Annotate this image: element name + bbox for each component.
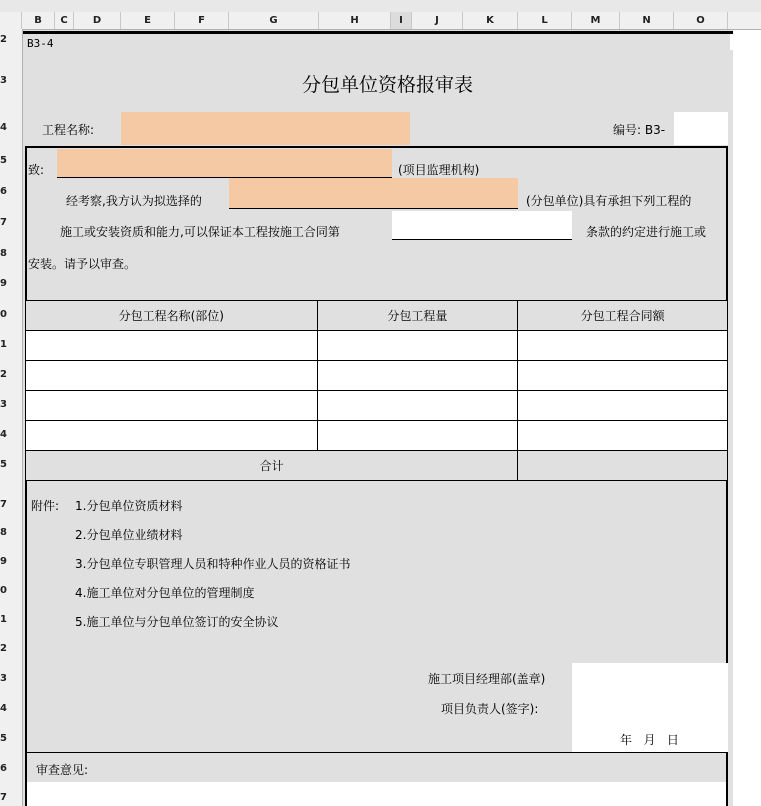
attachment-item: 4.施工单位对分包单位的管理制度 bbox=[75, 586, 255, 600]
row-number[interactable]: 3 bbox=[0, 399, 7, 410]
column-c[interactable]: C bbox=[55, 12, 74, 29]
column-d[interactable]: D bbox=[74, 12, 121, 29]
attachment-item: 5.施工单位与分包单位签订的安全协议 bbox=[75, 615, 279, 629]
table-row bbox=[26, 421, 728, 451]
table-cell[interactable] bbox=[26, 331, 318, 361]
review-label: 审查意见: bbox=[36, 763, 89, 777]
table-header-quantity: 分包工程量 bbox=[317, 301, 518, 331]
attachment-item: 1.分包单位资质材料 bbox=[75, 499, 183, 513]
row-number[interactable]: 1 bbox=[0, 339, 7, 350]
total-label: 合计 bbox=[26, 451, 518, 481]
clause-underline bbox=[392, 239, 572, 240]
row-number[interactable]: 3 bbox=[0, 673, 7, 684]
row-number[interactable]: 4 bbox=[0, 429, 7, 440]
subcontractor-input[interactable] bbox=[229, 178, 518, 208]
row-number[interactable]: 7 bbox=[0, 217, 7, 228]
row-number[interactable]: 0 bbox=[0, 309, 7, 320]
table-header-name: 分包工程名称(部位) bbox=[26, 301, 318, 331]
top-border bbox=[23, 31, 733, 34]
line3-text: 安装。请予以审查。 bbox=[28, 257, 137, 271]
column-l[interactable]: L bbox=[518, 12, 572, 29]
table-header-amount: 分包工程合同额 bbox=[518, 301, 728, 331]
line2-prefix: 施工或安装资质和能力,可以保证本工程按施工合同第 bbox=[60, 225, 340, 239]
column-b[interactable]: B bbox=[22, 12, 55, 29]
row-number[interactable]: 9 bbox=[0, 556, 7, 567]
subcontractor-underline bbox=[229, 208, 518, 209]
table-row bbox=[26, 331, 728, 361]
attachment-item: 2.分包单位业绩材料 bbox=[75, 528, 183, 542]
row-number[interactable]: 5 bbox=[0, 155, 7, 166]
row-number[interactable]: 0 bbox=[0, 585, 7, 596]
column-j[interactable]: J bbox=[412, 12, 463, 29]
row-number[interactable]: 8 bbox=[0, 527, 7, 538]
manager-label: 项目负责人(签字): bbox=[441, 702, 539, 716]
table-cell[interactable] bbox=[518, 391, 728, 421]
project-name-label: 工程名称: bbox=[42, 123, 95, 137]
attachment-item: 3.分包单位专职管理人员和特种作业人员的资格证书 bbox=[75, 557, 351, 571]
number-input[interactable] bbox=[674, 112, 728, 145]
row-number[interactable]: 6 bbox=[0, 763, 7, 774]
table-cell[interactable] bbox=[26, 421, 318, 451]
dept-label: 施工项目经理部(盖章) bbox=[428, 672, 546, 686]
date-label: 年 月 日 bbox=[620, 733, 679, 747]
clause-input[interactable] bbox=[392, 211, 572, 239]
table-cell[interactable] bbox=[317, 391, 518, 421]
column-header bbox=[0, 12, 761, 30]
column-g[interactable]: G bbox=[229, 12, 319, 29]
line2-suffix: 条款的约定进行施工或 bbox=[586, 225, 707, 239]
table-cell[interactable] bbox=[317, 361, 518, 391]
column-n[interactable]: N bbox=[620, 12, 674, 29]
form-code: B3-4 bbox=[27, 37, 54, 50]
table-cell[interactable] bbox=[518, 421, 728, 451]
table-row bbox=[26, 361, 728, 391]
divider bbox=[25, 752, 728, 753]
row-number[interactable]: 3 bbox=[0, 75, 7, 86]
row-number[interactable]: 7 bbox=[0, 792, 7, 803]
cell-gap bbox=[730, 34, 736, 50]
row-number[interactable]: 7 bbox=[0, 499, 7, 510]
column-h[interactable]: H bbox=[319, 12, 391, 29]
row-number[interactable]: 2 bbox=[0, 369, 7, 380]
attachments-label: 附件: bbox=[31, 499, 60, 513]
row-number[interactable]: 9 bbox=[0, 278, 7, 289]
table-cell[interactable] bbox=[518, 361, 728, 391]
project-name-input[interactable] bbox=[121, 112, 410, 145]
row-header bbox=[0, 29, 23, 806]
table-total-row bbox=[26, 451, 728, 481]
to-label: 致: bbox=[28, 163, 45, 177]
row-number[interactable]: 2 bbox=[0, 643, 7, 654]
row-number[interactable]: 2 bbox=[0, 34, 7, 45]
column-m[interactable]: M bbox=[572, 12, 620, 29]
subcontract-table bbox=[25, 300, 728, 481]
row-number[interactable]: 4 bbox=[0, 703, 7, 714]
select-all-corner[interactable] bbox=[0, 12, 22, 29]
column-k[interactable]: K bbox=[463, 12, 518, 29]
column-i[interactable]: I bbox=[391, 12, 412, 29]
row-number[interactable]: 6 bbox=[0, 186, 7, 197]
toolbar-strip bbox=[0, 0, 761, 12]
table-row bbox=[26, 391, 728, 421]
total-amount-cell[interactable] bbox=[518, 451, 728, 481]
line1-suffix: (分包单位)具有承担下列工程的 bbox=[526, 194, 692, 208]
column-o[interactable]: O bbox=[674, 12, 728, 29]
column-e[interactable]: E bbox=[121, 12, 175, 29]
row-number[interactable]: 8 bbox=[0, 248, 7, 259]
table-cell[interactable] bbox=[26, 361, 318, 391]
table-cell[interactable] bbox=[317, 421, 518, 451]
row-number[interactable]: 5 bbox=[0, 459, 7, 470]
table-cell[interactable] bbox=[26, 391, 318, 421]
form-title: 分包单位资格报审表 bbox=[301, 74, 473, 96]
table-cell[interactable] bbox=[518, 331, 728, 361]
number-label: 编号: B3- bbox=[613, 123, 666, 137]
line1-prefix: 经考察,我方认为拟选择的 bbox=[66, 194, 202, 208]
supervisor-input[interactable] bbox=[57, 149, 392, 177]
row-number[interactable]: 4 bbox=[0, 122, 7, 133]
row-number[interactable]: 1 bbox=[0, 614, 7, 625]
review-input[interactable] bbox=[27, 782, 726, 806]
column-f[interactable]: F bbox=[175, 12, 229, 29]
to-suffix: (项目监理机构) bbox=[398, 163, 480, 177]
table-cell[interactable] bbox=[317, 331, 518, 361]
row-number[interactable]: 5 bbox=[0, 733, 7, 744]
